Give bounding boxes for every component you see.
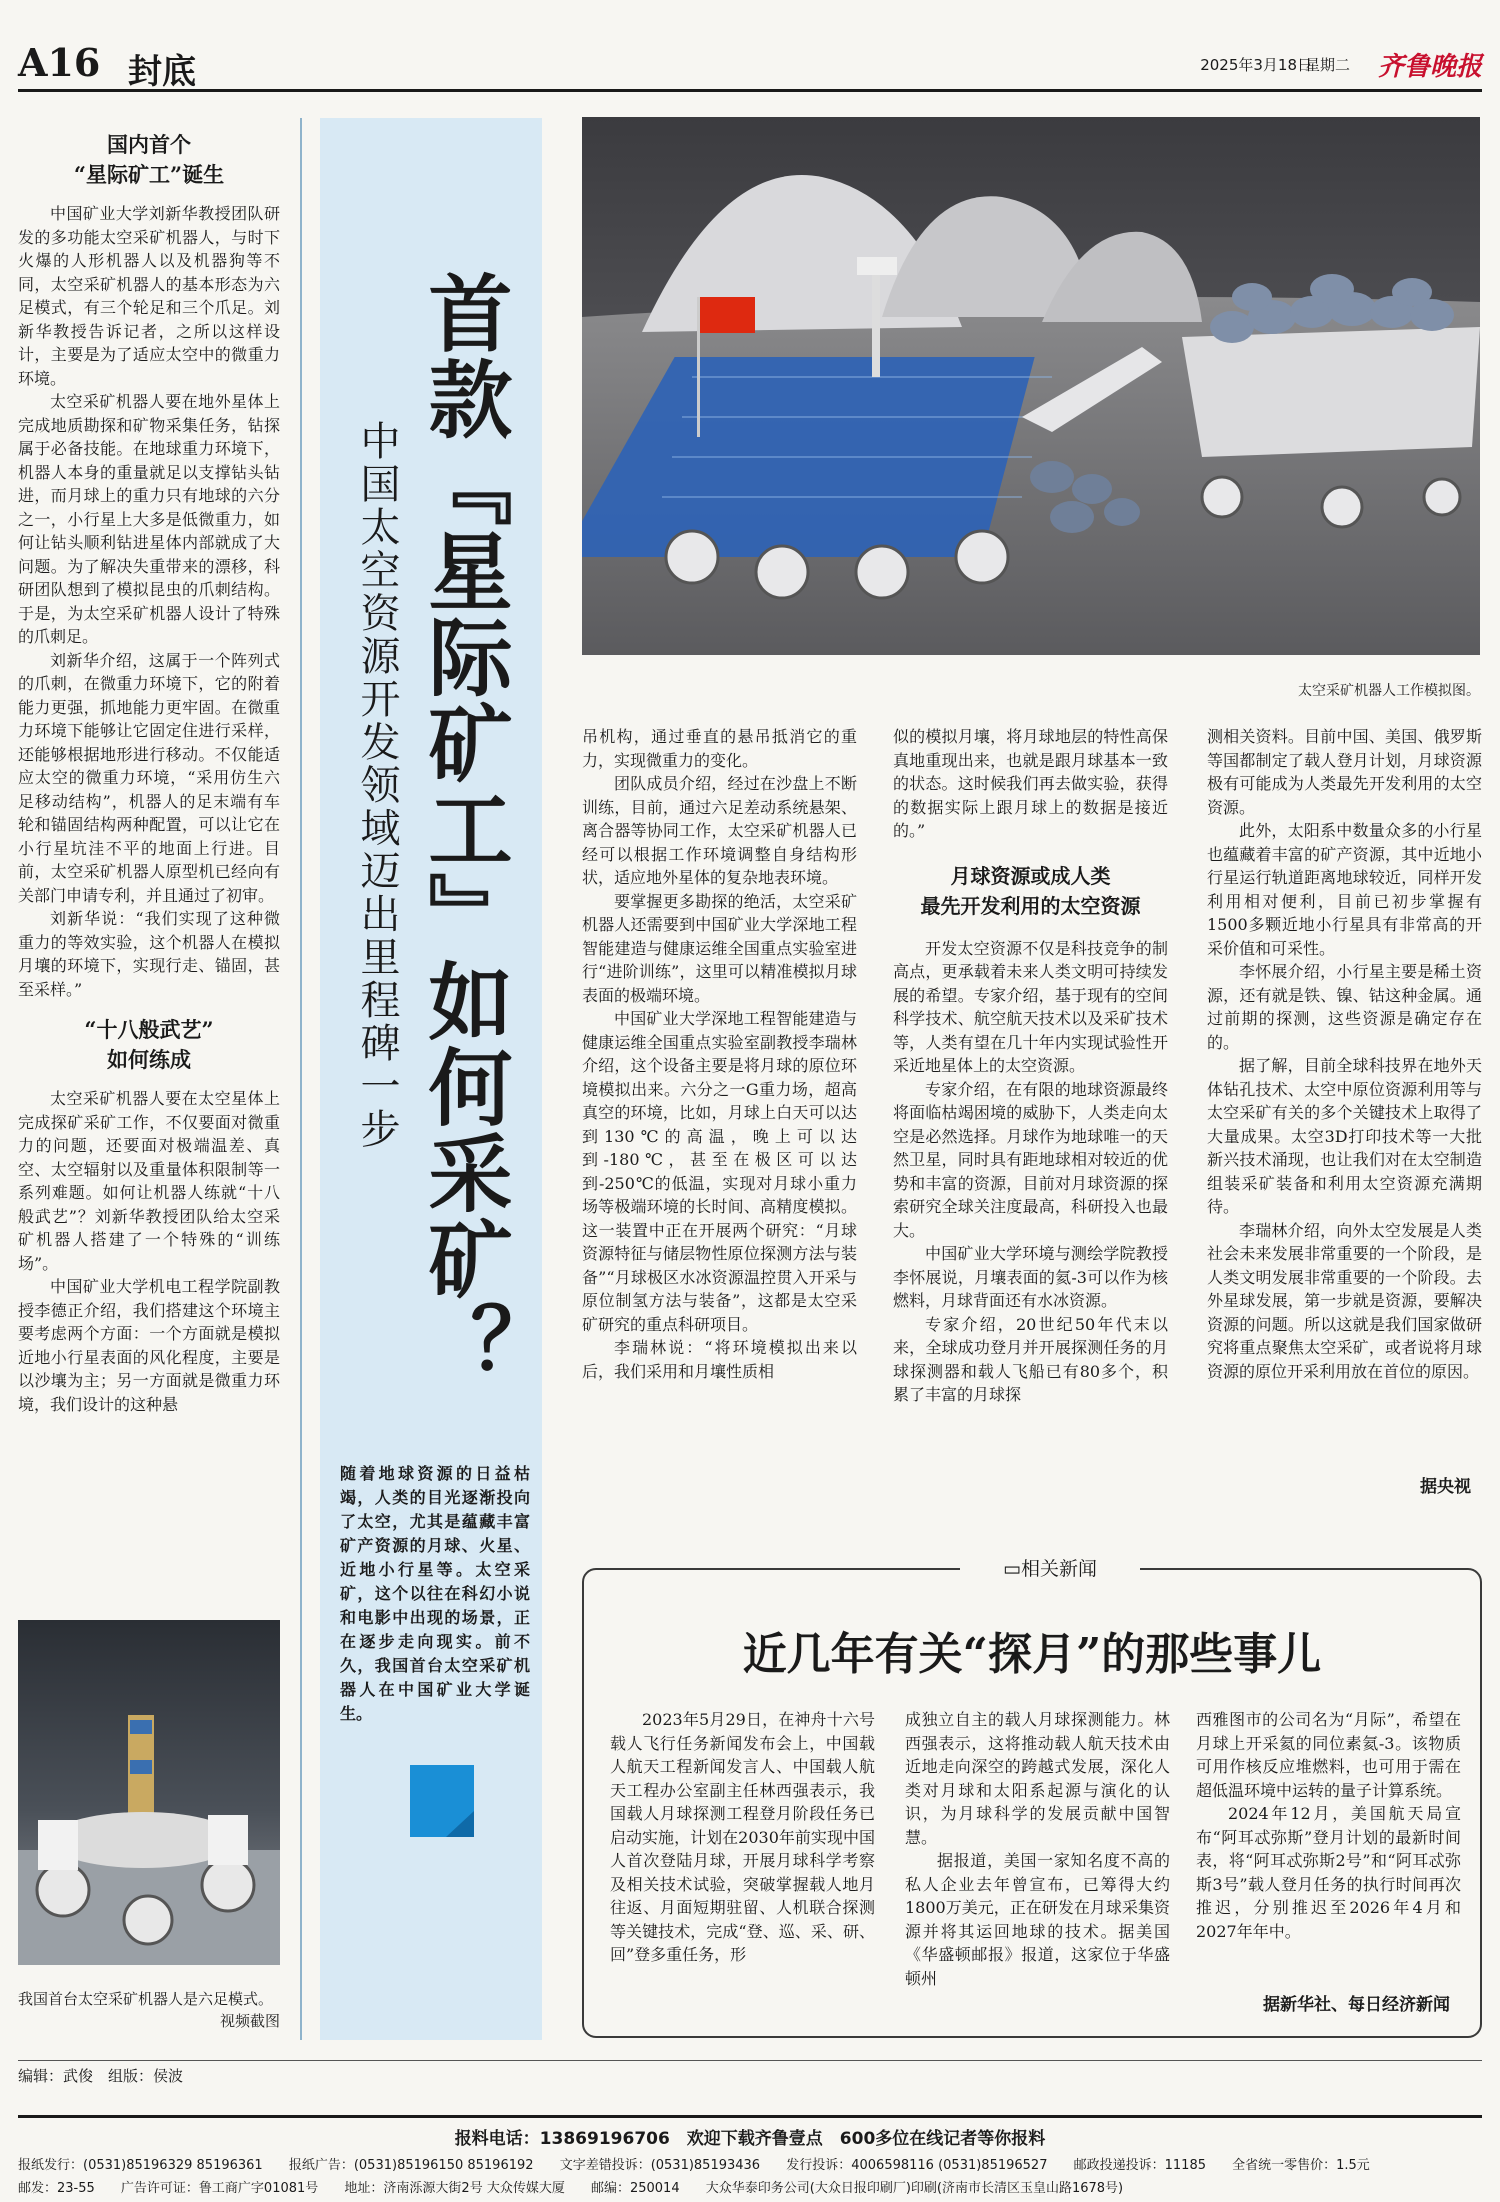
- decorative-quote-block: [410, 1765, 474, 1837]
- intro-text: 随着地球资源的日益枯竭，人类的目光逐渐投向了太空，尤其是蕴藏丰富矿产资源的月球、火星、近地小行星等。太空采矿，这个以往在科幻小说和电影中出现的场景，正在逐步走向现实。前不久，我国首台太空采矿机器人在中国矿业大学诞生。: [340, 1464, 530, 1723]
- section-title-1: 国内首个 “星际矿工”诞生: [73, 132, 225, 187]
- footer-row-1: [18, 2154, 1482, 2173]
- paragraph: 开发太空资源不仅是科技竞争的制高点，更承载着未来人类文明可持续发展的希望。专家介绍，基于现有的空间科学技术、航空航天技术以及采矿技术等，人类有望在几十年内实现试验性开采近地星体上的太空资源。: [893, 938, 1168, 1075]
- paragraph: 成独立自主的载人月球探测能力。林西强表示，这将推动载人航天技术由近地走向深空的跨越式发展，深化人类对月球和太阳系起源与演化的认识，为月球科学的发展贡献中国智慧。: [905, 1710, 1170, 1847]
- image-caption: 太空采矿机器人工作模拟图。: [1298, 683, 1480, 699]
- footer-item: 大众华泰印务公司(大众日报印刷厂)印刷(济南市长清区玉皇山路1678号): [705, 2181, 1124, 2196]
- paragraph: 似的模拟月壤，将月球地层的特性高保真地重现出来，也就是跟月球基本一致的状态。这时候我们再去做实验，获得的数据实际上跟月球上的数据是接近的。”: [893, 727, 1168, 840]
- section-name: 封底: [128, 52, 196, 92]
- tip-hotline: 报料电话：13869196706 欢迎下载齐鲁壹点 600多位在线记者等你报料: [454, 2129, 1046, 2149]
- headline-sub: 中国太空资源开发领域迈出里程碑一步: [354, 420, 400, 1151]
- paragraph: 吊机构，通过垂直的悬吊抵消它的重力，实现微重力的变化。: [582, 727, 857, 770]
- left-column: [18, 130, 280, 1416]
- photo-caption: 我国首台太空采矿机器人是六足模式。 视频截图: [18, 1990, 280, 2030]
- band-divider: [300, 118, 302, 2040]
- footer-item: 报纸发行：(0531)85196329 85196361: [18, 2158, 263, 2173]
- paragraph: 太空采矿机器人要在太空星体上完成探矿采矿工作，不仅要面对微重力的问题，还要面对极端温差、真空、太空辐射以及重量体积限制等一系列难题。如何让机器人练就“十八般武艺”？刘新华教授团队给太空采矿机器人搭建了一个特殊的“训练场”。: [18, 1089, 280, 1273]
- paragraph: 据报道，美国一家知名度不高的私人企业去年曾宣布，已筹得大约1800万美元，正在研发在月球采集资源并将其运回地球的技术。据美国《华盛顿邮报》报道，这家位于华盛顿州: [905, 1851, 1170, 1988]
- paragraph: 2024年12月，美国航天局宣布“阿耳忒弥斯”登月计划的最新时间表，将“阿耳忒弥斯2号”和“阿耳忒弥斯3号”载人登月任务的执行时间再次推迟，分别推迟至2026年4月和2027年年中。: [1196, 1804, 1461, 1941]
- paragraph: 刘新华介绍，这属于一个阵列式的爪刺，在微重力环境下，它的附着能力更强，抓地能力更牢固。在微重力环境下能够让它固定住进行采样，还能够根据地形进行移动。不仅能适应太空的微重力环境，“采用仿生六足移动结构”，机器人的足末端有车轮和锚固结构两种配置，可以让它在小行星坑洼不平的地面上行进。目前，太空采矿机器人原型机已经向有关部门申请专利，并且通过了初审。: [18, 650, 280, 905]
- paragraph: 西雅图市的公司名为“月际”，希望在月球上开采氦的同位素氦-3。该物质可用作核反应堆燃料，也可用于需在超低温环境中运转的量子计算系统。: [1196, 1710, 1461, 1800]
- article-column-3: [582, 725, 857, 1383]
- related-news-tag: ▭相关新闻: [960, 1554, 1140, 1582]
- footer-item: 邮发：23-55: [18, 2181, 95, 2196]
- editor-credits: 编辑：武俊 组版：侯波: [18, 2060, 1482, 2086]
- page-header: [18, 40, 1482, 92]
- section-title-3: 月球资源或成人类 最先开发利用的太空资源: [920, 863, 1141, 918]
- article-column-5: [1207, 725, 1482, 1383]
- article-byline: 据央视: [1420, 1477, 1471, 1497]
- paragraph: 专家介绍，在有限的地球资源最终将面临枯竭困境的威胁下，人类走向太空是必然选择。月球作为地球唯一的天然卫星，同时具有距地球相对较近的优势和丰富的资源，目前对月球资源的探索研究全球关注度最高，科研投入也最大。: [893, 1079, 1168, 1240]
- related-news-title: 近几年有关“探月”的那些事儿: [742, 1629, 1322, 1680]
- footer-item: 邮编：250014: [590, 2181, 680, 2196]
- footer-item: 广告许可证：鲁工商广字01081号: [120, 2181, 319, 2196]
- headline-main: 首款『星际矿工』如何采矿？: [415, 270, 514, 1388]
- mining-robot-illustration: [582, 117, 1480, 655]
- window-icon: ▭: [1003, 1558, 1021, 1580]
- section-title-2: “十八般武艺” 如何练成: [84, 1017, 214, 1072]
- article-column-4: [893, 725, 1168, 1407]
- paragraph: 中国矿业大学环境与测绘学院教授李怀展说，月壤表面的氦-3可以作为核燃料，月球背面还有水冰资源。: [893, 1244, 1168, 1310]
- paragraph: 据了解，目前全球科技界在地外天体钻孔技术、太空中原位资源利用等与太空采矿有关的多个关键技术上取得了大量成果。太空3D打印技术等一大批新兴技术涌现，也让我们对在太空制造组装采矿装备和利用太空资源充满期待。: [1207, 1056, 1482, 1216]
- related-column-2: [905, 1708, 1170, 1990]
- newspaper-logo: 齐鲁晚报: [1377, 52, 1482, 82]
- related-column-1: [610, 1708, 875, 1967]
- paragraph: 中国矿业大学刘新华教授团队研发的多功能太空采矿机器人，与时下火爆的人形机器人以及机器狗等不同，太空采矿机器人的基本形态为六足模式，有三个轮足和三个爪足。刘新华教授告诉记者，之所以这样设计，主要是为了适应太空中的微重力环境。: [18, 204, 280, 388]
- paragraph: 太空采矿机器人要在地外星体上完成地质勘探和矿物采集任务，钻探属于必备技能。在地球重力环境下，机器人本身的重量就足以支撑钻头钻进，而月球上的重力只有地球的六分之一，小行星上大多是低微重力，如何让钻头顺利钻进星体内部就成了大问题。为了解决失重带来的漂移，科研团队想到了模拟昆虫的爪刺结构。于是，为太空采矿机器人设计了特殊的爪刺足。: [18, 392, 280, 646]
- footer-item: 报纸广告：(0531)85196150 85196192: [288, 2158, 534, 2173]
- footer-item: 邮政投递投诉：11185: [1073, 2158, 1206, 2173]
- footer-item: 地址：济南泺源大街2号 大众传媒大厦: [344, 2181, 565, 2196]
- paragraph: 专家介绍，20世纪50年代末以来，全球成功登月并开展探测任务的月球探测器和载人飞船已有80多个，积累了丰富的月球探: [893, 1314, 1168, 1404]
- paragraph: 要掌握更多勘探的绝活，太空采矿机器人还需要到中国矿业大学深地工程智能建造与健康运维全国重点实验室进行“进阶训练”，这里可以精准模拟月球表面的极端环境。: [582, 891, 857, 1005]
- footer-item: 发行投诉：4006598116 (0531)85196527: [786, 2158, 1048, 2173]
- page-number: A16: [18, 40, 101, 85]
- paragraph: 2023年5月29日，在神舟十六号载人飞行任务新闻发布会上，中国载人航天工程新闻发言人、中国载人航天工程办公室副主任林西强表示，我国载人月球探测工程登月阶段任务已启动实施，计划在2030年前实现中国人首次登陆月球，开展月球科学考察及相关技术试验，突破掌握载人地月往返、月面短期驻留、人机联合探测等关键技术，完成“登、巡、采、研、回”登多重任务，形: [610, 1710, 875, 1964]
- paragraph: 李怀展介绍，小行星主要是稀土资源，还有就是铁、镍、钴这种金属。通过前期的探测，这些资源是确定存在的。: [1207, 962, 1482, 1052]
- related-byline: 据新华社、每日经济新闻: [1263, 1995, 1450, 2015]
- robot-photo: [18, 1620, 280, 1965]
- footer-row-2: [18, 2177, 1482, 2196]
- footer-rule: [18, 2115, 1482, 2118]
- paragraph: 中国矿业大学机电工程学院副教授李德正介绍，我们搭建这个环境主要考虑两个方面：一个方面就是模拟近地小行星表面的风化程度，主要是以沙壤为主；另一方面就是微重力环境，我们设计的这种悬: [18, 1277, 280, 1414]
- paragraph: 李瑞林介绍，向外太空发展是人类社会未来发展非常重要的一个阶段，是人类文明发展非常重要的一个阶段。去外星球发展，第一步就是资源，要解决资源的问题。所以这就是我们国家做研究将重点聚焦太空采矿，或者说将月球资源的原位开采利用放在首位的原因。: [1207, 1220, 1482, 1381]
- related-column-3: [1196, 1708, 1461, 1943]
- footer-item: 全省统一零售价：1.5元: [1232, 2158, 1370, 2173]
- paragraph: 团队成员介绍，经过在沙盘上不断训练，目前，通过六足差动系统悬架、离合器等协同工作，太空采矿机器人已经可以根据工作环境调整自身结构形状，适应地外星体的复杂地表环境。: [582, 774, 857, 887]
- paragraph: 刘新华说：“我们实现了这种微重力的等效实验，这个机器人在模拟月壤的环境下，实现行走、锚固，甚至采样。”: [18, 909, 280, 999]
- photo-credit: 视频截图: [219, 2012, 280, 2030]
- footer-item: 文字差错投诉：(0531)85193436: [559, 2158, 761, 2173]
- issue-date: 2025年3月18日: [1200, 56, 1312, 74]
- paragraph: 李瑞林说：“将环境模拟出来以后，我们采用和月壤性质相: [582, 1338, 857, 1381]
- paragraph: 测相关资料。目前中国、美国、俄罗斯等国都制定了载人登月计划，月球资源极有可能成为人类最先开发利用的太空资源。: [1207, 727, 1482, 817]
- issue-weekday: 星期二: [1304, 56, 1350, 74]
- paragraph: 中国矿业大学深地工程智能建造与健康运维全国重点实验室副教授李瑞林介绍，这个设备主要是将月球的原位环境模拟出来。六分之一G重力场，超高真空的环境，比如，月球上白天可以达到130℃的高温，晚上可以达到-180℃，甚至在极区可以达到-250℃的低温，实现对月球小重力场等极端环境的长时间、高精度模拟。这一装置中正在开展两个研究：“月球资源特征与储层物性原位探测方法与装备”“月球极区水冰资源温控贯入开采与原位制氢方法与装备”，这都是太空采矿研究的重点科研项目。: [582, 1009, 857, 1334]
- paragraph: 此外，太阳系中数量众多的小行星也蕴藏着丰富的矿产资源，其中近地小行星运行轨道距离地球较近，同样开发利用相对便利，目前已初步掌握有1500多颗近地小行星具有非常高的开采价值和可采性。: [1207, 821, 1482, 958]
